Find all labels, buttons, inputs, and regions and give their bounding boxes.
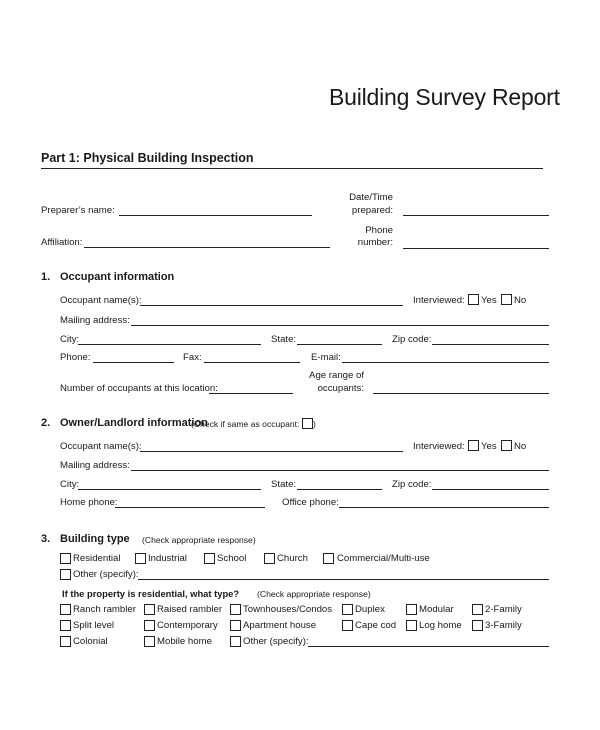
owner-state-label: State: xyxy=(271,479,297,490)
age-range-field[interactable] xyxy=(373,393,549,394)
same-as-occupant-note: (Check if same as occupant: xyxy=(191,419,300,429)
res-contemporary-checkbox[interactable] xyxy=(144,620,155,631)
res-raised-rambler-label: Raised rambler xyxy=(157,604,223,615)
res-ranch-rambler-checkbox[interactable] xyxy=(60,604,71,615)
res-2-family-label: 2-Family xyxy=(485,604,522,615)
res-townhouses-checkbox[interactable] xyxy=(230,604,241,615)
state-field[interactable] xyxy=(297,344,382,345)
res-split-level-label: Split level xyxy=(73,620,115,631)
res-raised-rambler-checkbox[interactable] xyxy=(144,604,155,615)
owner-mailing-address-label: Mailing address: xyxy=(60,460,130,471)
owner-names-label: Occupant name(s): xyxy=(60,441,142,452)
type-residential-checkbox[interactable] xyxy=(60,553,71,564)
residential-note: (Check appropriate response) xyxy=(257,589,371,599)
phone-label-2: number: xyxy=(357,237,393,248)
owner-state-field[interactable] xyxy=(297,489,382,490)
occupant-names-field[interactable] xyxy=(140,305,403,306)
res-cape-cod-checkbox[interactable] xyxy=(342,620,353,631)
res-cape-cod-label: Cape cod xyxy=(355,620,397,631)
owner-interviewed-yes-label: Yes xyxy=(481,441,497,452)
home-phone-label: Home phone: xyxy=(60,497,118,508)
preparers-name-label: Preparer’s name: xyxy=(41,205,115,216)
type-church-label: Church xyxy=(277,553,308,564)
res-3-family-checkbox[interactable] xyxy=(472,620,483,631)
date-time-label-2: prepared: xyxy=(351,205,393,216)
type-other-label: Other (specify): xyxy=(73,569,139,580)
num-occupants-label: Number of occupants at this location: xyxy=(60,383,218,394)
owner-city-field[interactable] xyxy=(78,489,261,490)
owner-interviewed-label: Interviewed: xyxy=(413,441,465,452)
res-other-checkbox[interactable] xyxy=(230,636,241,647)
page-title: Building Survey Report xyxy=(329,84,560,110)
interviewed-yes-checkbox[interactable] xyxy=(468,294,479,305)
date-time-label-1: Date/Time xyxy=(349,192,393,203)
type-residential-label: Residential xyxy=(73,553,121,564)
date-time-field[interactable] xyxy=(403,215,549,216)
section1-number: 1. xyxy=(41,271,51,283)
phone-label: Phone: xyxy=(60,352,91,363)
part1-heading: Part 1: Physical Building Inspection xyxy=(41,151,254,165)
interviewed-no-label: No xyxy=(514,295,527,306)
owner-interviewed-no-checkbox[interactable] xyxy=(501,440,512,451)
owner-interviewed-no-label: No xyxy=(514,441,527,452)
res-apartment-house-label: Apartment house xyxy=(243,620,317,631)
section3-number: 3. xyxy=(41,533,51,545)
section2-heading: Owner/Landlord information xyxy=(60,417,208,429)
occupant-names-label: Occupant name(s): xyxy=(60,295,142,306)
res-split-level-checkbox[interactable] xyxy=(60,620,71,631)
section2-number: 2. xyxy=(41,417,51,429)
zip-label: Zip code: xyxy=(392,334,432,345)
same-as-occupant-close: ) xyxy=(313,419,316,429)
home-phone-field[interactable] xyxy=(115,507,265,508)
owner-names-field[interactable] xyxy=(140,451,403,452)
age-range-label-1: Age range of xyxy=(309,370,364,381)
phone-field-s1[interactable] xyxy=(93,362,174,363)
city-label: City: xyxy=(60,334,80,345)
interviewed-yes-label: Yes xyxy=(481,295,497,306)
res-duplex-label: Duplex xyxy=(355,604,385,615)
res-modular-checkbox[interactable] xyxy=(406,604,417,615)
res-mobile-home-label: Mobile home xyxy=(157,636,212,647)
res-other-label: Other (specify): xyxy=(243,636,309,647)
mailing-address-field[interactable] xyxy=(131,325,549,326)
type-commercial-label: Commercial/Multi-use xyxy=(337,553,430,564)
type-other-checkbox[interactable] xyxy=(60,569,71,580)
preparers-name-field[interactable] xyxy=(119,215,312,216)
fax-field[interactable] xyxy=(204,362,300,363)
residential-question: If the property is residential, what type? xyxy=(62,588,240,599)
res-log-home-checkbox[interactable] xyxy=(406,620,417,631)
type-church-checkbox[interactable] xyxy=(264,553,275,564)
res-mobile-home-checkbox[interactable] xyxy=(144,636,155,647)
owner-city-label: City: xyxy=(60,479,80,490)
phone-label-1: Phone xyxy=(365,225,393,236)
owner-mailing-address-field[interactable] xyxy=(131,470,549,471)
office-phone-label: Office phone: xyxy=(282,497,339,508)
res-3-family-label: 3-Family xyxy=(485,620,522,631)
res-townhouses-label: Townhouses/Condos xyxy=(243,604,333,615)
res-colonial-checkbox[interactable] xyxy=(60,636,71,647)
city-field[interactable] xyxy=(78,344,261,345)
same-as-occupant-checkbox[interactable] xyxy=(302,418,313,429)
part1-rule xyxy=(41,168,543,169)
type-commercial-checkbox[interactable] xyxy=(323,553,334,564)
owner-interviewed-yes-checkbox[interactable] xyxy=(468,440,479,451)
section3-note: (Check appropriate response) xyxy=(142,535,256,545)
res-contemporary-label: Contemporary xyxy=(157,620,218,631)
res-log-home-label: Log home xyxy=(419,620,462,631)
res-colonial-label: Colonial xyxy=(73,636,108,647)
fax-label: Fax: xyxy=(183,352,202,363)
num-occupants-field[interactable] xyxy=(209,393,293,394)
owner-zip-field[interactable] xyxy=(432,489,549,490)
interviewed-no-checkbox[interactable] xyxy=(501,294,512,305)
res-ranch-rambler-label: Ranch rambler xyxy=(73,604,136,615)
section1-heading: Occupant information xyxy=(60,271,175,283)
phone-field[interactable] xyxy=(403,248,549,249)
res-other-field[interactable] xyxy=(308,646,549,647)
res-2-family-checkbox[interactable] xyxy=(472,604,483,615)
affiliation-field[interactable] xyxy=(84,247,330,248)
section3-heading: Building type xyxy=(60,533,130,545)
interviewed-label: Interviewed: xyxy=(413,295,465,306)
res-apartment-house-checkbox[interactable] xyxy=(230,620,241,631)
age-range-label-2: occupants: xyxy=(317,383,364,394)
office-phone-field[interactable] xyxy=(339,507,549,508)
email-label: E-mail: xyxy=(311,352,341,363)
zip-field[interactable] xyxy=(432,344,549,345)
mailing-address-label: Mailing address: xyxy=(60,315,130,326)
res-duplex-checkbox[interactable] xyxy=(342,604,353,615)
type-industrial-label: Industrial xyxy=(148,553,187,564)
state-label: State: xyxy=(271,334,297,345)
owner-zip-label: Zip code: xyxy=(392,479,432,490)
type-school-label: School xyxy=(217,553,247,564)
type-other-field[interactable] xyxy=(138,579,549,580)
affiliation-label: Affiliation: xyxy=(41,237,83,248)
type-industrial-checkbox[interactable] xyxy=(135,553,146,564)
res-modular-label: Modular xyxy=(419,604,454,615)
type-school-checkbox[interactable] xyxy=(204,553,215,564)
email-field[interactable] xyxy=(342,362,549,363)
